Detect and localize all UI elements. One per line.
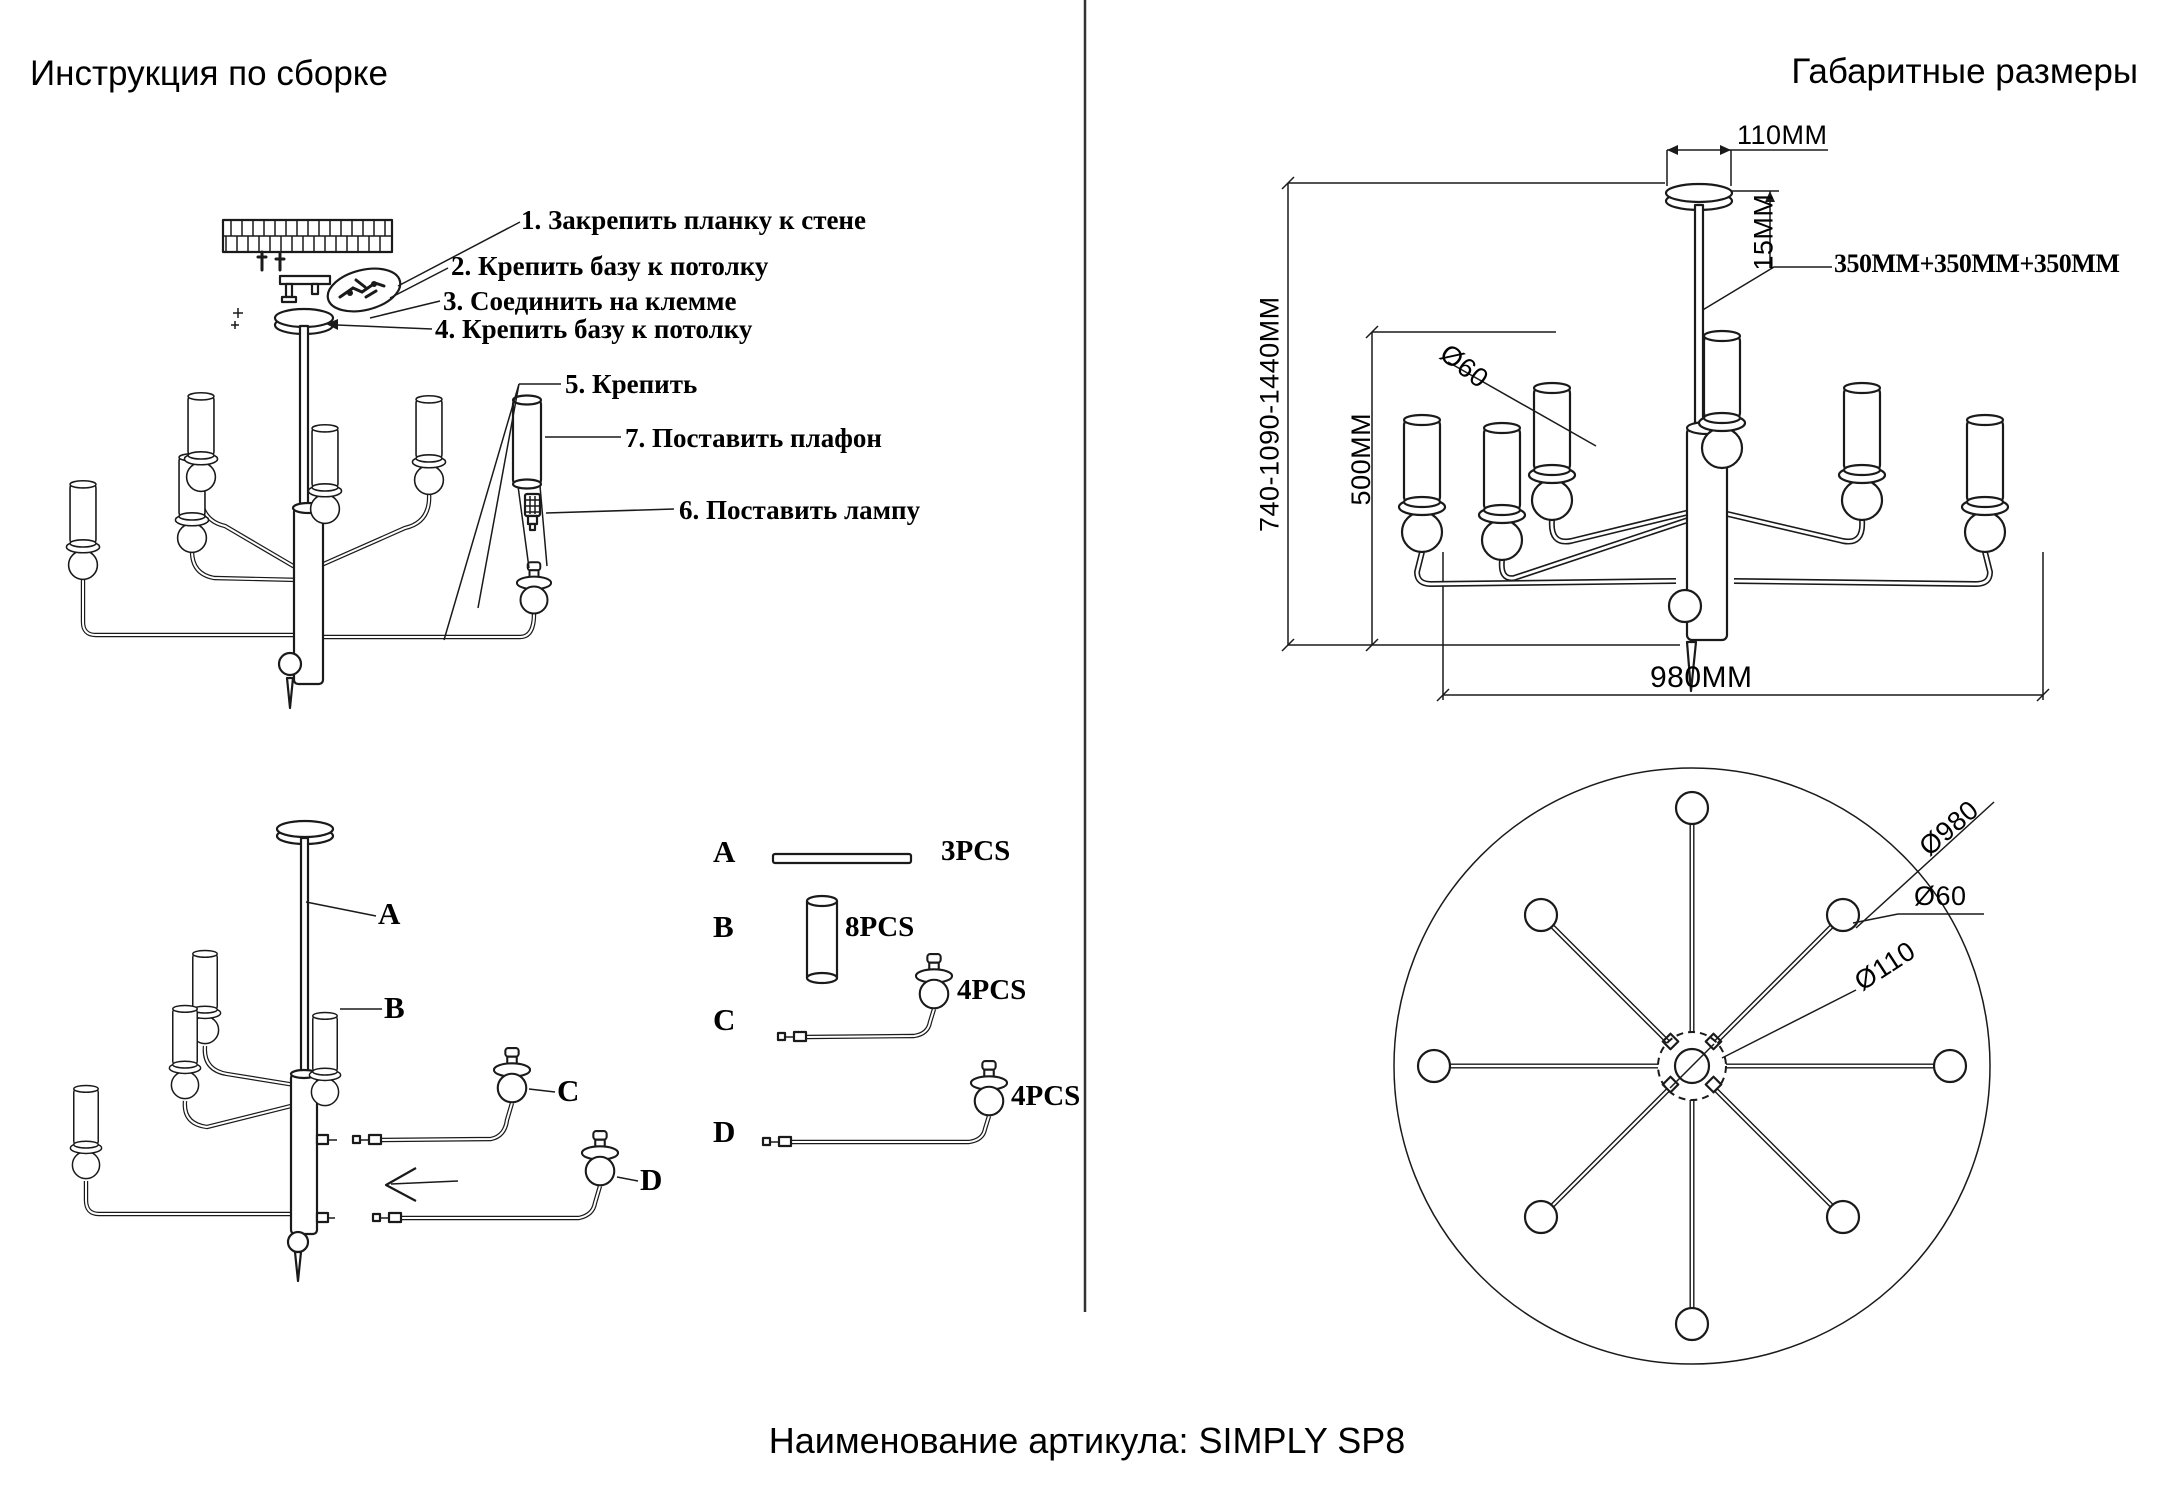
step-6-label: 6. Поставить лампу [679,495,921,525]
article-caption: Наименование артикула: SIMPLY SP8 [768,1420,1406,1461]
hub-diameter-leader [1722,990,1856,1058]
page-title-left: Инструкция по сборке [30,54,388,93]
parts-row-a-qty: 3PCS [941,835,1011,867]
lamp-bulb-icon [525,494,540,530]
shade-diameter-top-leader [1853,914,1984,923]
exploded-label-d: D [640,1162,663,1197]
parts-row-b-label: B [713,909,734,944]
adjust-marks-icon [231,308,243,329]
dim-canopy-height: 15MM [1748,193,1779,271]
insert-arrow-icon [386,1168,458,1201]
step-2-label: 2. Крепить базу к потолку [451,251,769,281]
wall-anchors-icon [258,252,284,270]
dim-overall-diameter: Ø980 [1913,794,1985,862]
dim-shade-diameter-top: Ø60 [1914,881,1967,911]
parts-row-c-label: C [713,1002,736,1037]
mounting-bracket [280,276,330,302]
parts-row-d-qty: 4PCS [1011,1080,1081,1112]
exploded-label-a: A [378,896,401,931]
dim-width: 980MM [1650,661,1753,694]
part-b-cylinder [807,896,837,983]
top-view-drawing [1394,768,1994,1364]
dim-hub-diameter: Ø110 [1849,935,1921,997]
step-5-label: 5. Крепить [565,369,698,399]
parts-row-a-label: A [713,834,736,869]
wall-bricks [223,220,392,270]
exploded-drawing [70,821,638,1281]
part-d-arm [763,1061,1007,1146]
detached-shade [513,396,541,489]
front-view-drawing [1282,145,2049,701]
exploded-label-b: B [384,990,405,1025]
dim-body-height: 500MM [1346,412,1377,506]
parts-row-b-qty: 8PCS [845,911,915,943]
step-4-label: 4. Крепить базу к потолку [435,314,753,344]
front-view-dimensions [1282,145,2049,701]
dim-canopy-width: 110MM [1737,120,1828,150]
hub [1658,1032,1726,1100]
part-a-bar [773,854,911,863]
dim-rod-sections: 350MM+350MM+350MM [1834,249,2120,278]
part-c-arm [778,954,952,1041]
dim-shade-diameter-front: Ø60 [1434,338,1495,395]
step-3-label: 3. Соединить на клемме [443,286,737,316]
dim-height-range: 740-1090-1440MM [1254,296,1285,532]
step-1-label: 1. Закрепить планку к стене [521,205,866,235]
parts-row-c-qty: 4PCS [957,974,1027,1006]
exploded-label-c: C [557,1073,580,1108]
page-title-right: Габаритные размеры [1791,52,2138,91]
parts-row-d-label: D [713,1114,736,1149]
step-7-label: 7. Поставить плафон [625,423,882,453]
